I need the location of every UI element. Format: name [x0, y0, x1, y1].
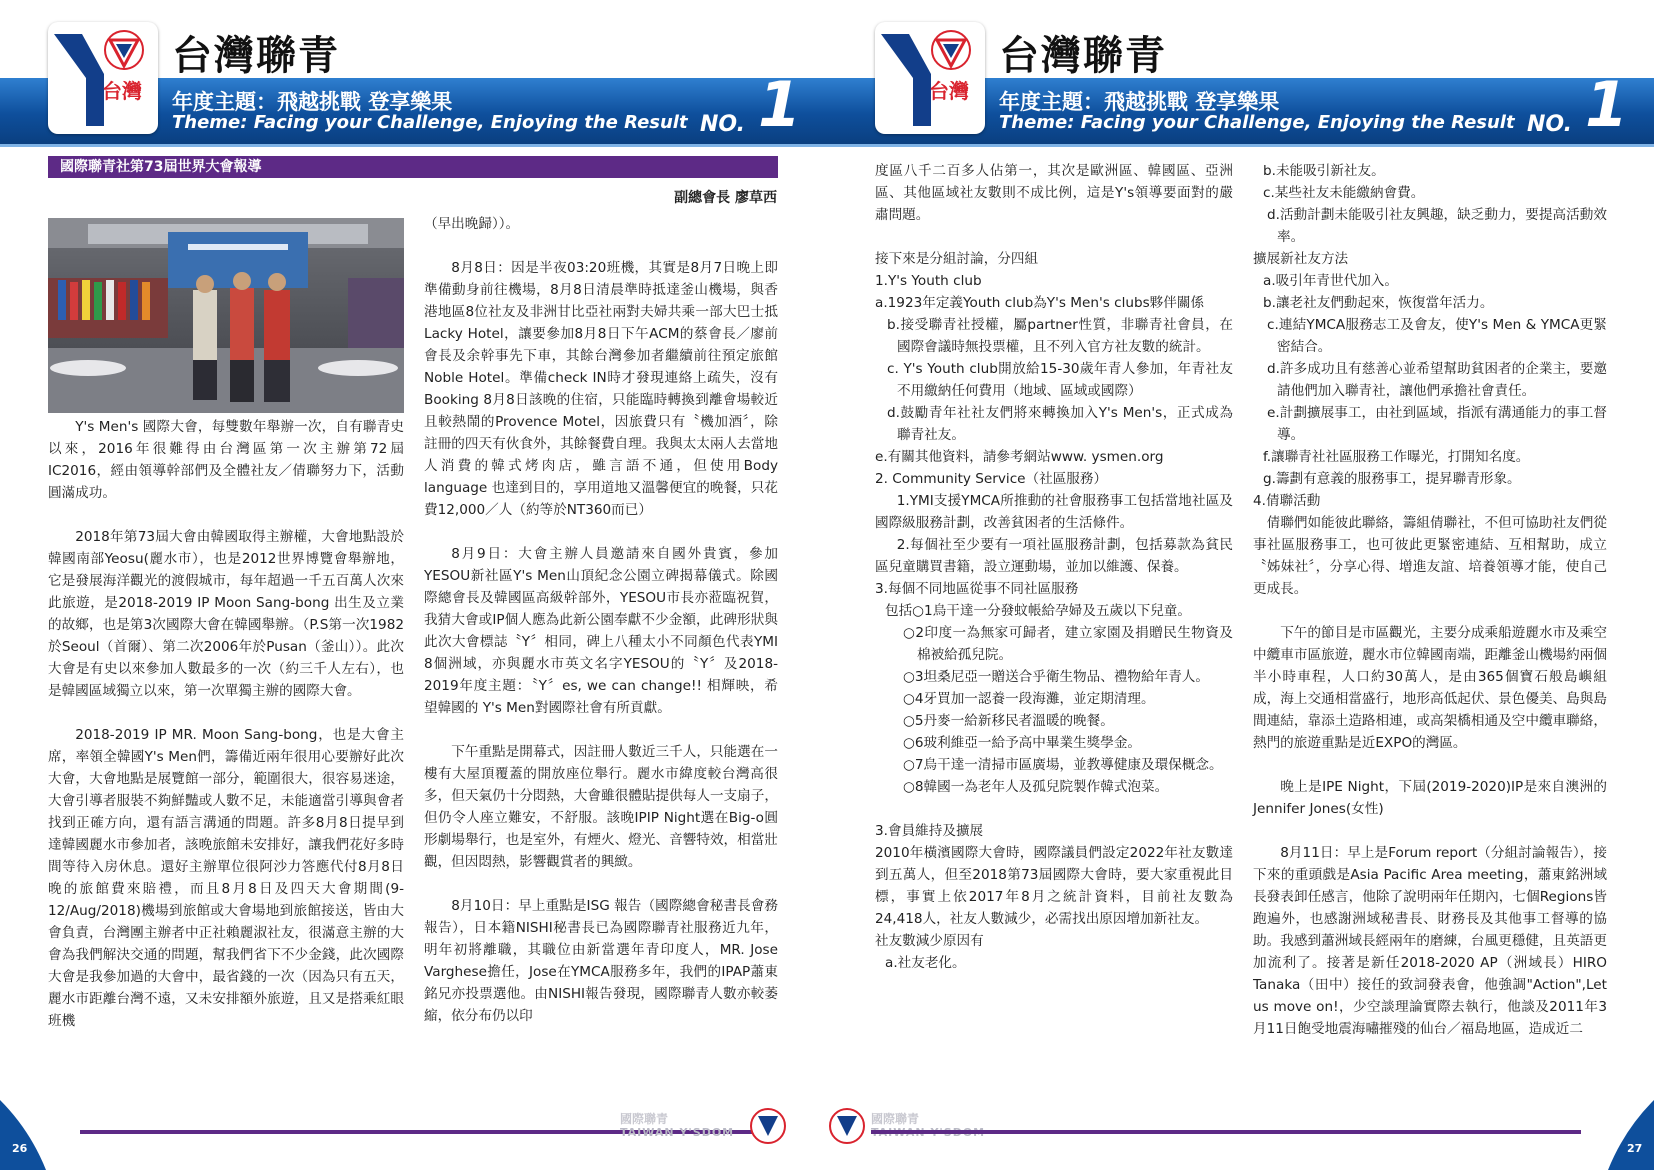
page-corner-curl — [1594, 1090, 1654, 1170]
paragraph: 2018-2019 IP MR. Moon Sang-bong，也是大會主席，率領全韓國Y's Men們，籌備近兩年很用心要辦好此次大會，大會地點是展覽館一部分，範圍很大，很容易迷途，大會引導者服裝不夠鮮豔或人數不足，未能適當引導與會者找到正確方向，還有語言溝通的問題。許多8月8日提早到達韓國麗水市參加者，該晚旅館未安排好，讓我們花好多時間等待入房休息。還好主辦單位很阿沙力答應代付8月8日晚的旅館費來賠禮，而且8月8日及四天大會期間(9-12/Aug/2018)機場到旅館或大會場地到旅館接送，皆由大會負責，台灣團主辦者中正社賴麗淑社友，很滿意主辦的大會為我們解決交通的問題，幫我們省下不少金錢，此次國際大會是我參加過的大會中，最省錢的一次（因為只有五天，麗水市距離台灣不遠，又未安排額外旅遊，且又是搭乘紅眼班機 — [48, 727, 404, 1029]
theme-zh: 年度主題：飛越挑戰 登享樂果 — [999, 90, 1280, 114]
left-column-2 — [424, 213, 778, 1027]
theme-en: Theme: Facing your Challenge, Enjoying the Result — [999, 112, 1515, 133]
issue-number: 1 — [1585, 68, 1629, 141]
paragraph: 8月8日：因是半夜03:20班機，其實是8月7日晚上即準備動身前往機場，8月8日清晨準時抵達釜山機場，與香港地區8位社友及非洲甘比亞社兩對夫婦共乘一部大巴士抵Lacky Hotel，讓要參加8月8日下午ACM的蔡會長／廖前會長及余幹事先下車，其餘台灣參加者繼續前往預定旅館Noble Hotel。準備check IN時才發現連絡上疏失，沒有Booking 8月8日該晚的住宿，只能臨時轉換到離會場較近且較熱鬧的Provence Motel，因旅費只有〝機加酒〞，除註冊的四天有伙食外，其餘餐費自理。我與太太兩人去當地人消費的韓式烤肉店，雖言語不通，但使用Body language 也達到目的，享用道地又溫馨便宜的晚餐，只花費12,000／人（約等於NT360而已） — [424, 260, 778, 518]
right-column-1: 度區八千二百多人佔第一，其次是歐洲區、韓國區、亞洲區、其他區域社友數則不成比例，這是Y's領導要面對的嚴肅問題。 接下來是分組討論，分四組 1.Y's Youth club a.1923年定義Youth club為Y's Men's clubs夥伴關係 b.接受聯青社授權，屬partner性質，非聯青社會員，在國際會議時無投票權，且不列入官方社友數的統計。 c. Y's Youth club開放給15-30歲年青人參加，年青社友不用繳納任何費用（地域、區域或國際） d.鼓勵青年社社友們將來轉換加入Y's Men's，正式成為聯青社友。 e.有關其他資料，請參考網站www. ysmen.org 2. Community Service（社區服務） 1.YMI支援YMCA所推動的社會服務事工包括當地社區及國際級服務計劃，改善貧困者的生活條件。 2.每個社至少要有一項社區服務計劃，包括募款為貧民區兒童購買書籍，設立運動場，並加以維護、保養。 3.每個不同地區從事不同社區服務 包括○1烏干達一分發蚊帳給孕婦及五歲以下兒童。 ○2印度一為無家可歸者，建立家園及捐贈民生物資及棉被給孤兒院。 ○3坦桑尼亞一贈送合乎衛生物品、禮物給年青人。 ○4牙買加一認養一段海灘，並定期清理。 ○5丹麥一給新移民者溫暖的晚餐。 ○6玻利維亞一給予高中畢業生獎學金。 ○7烏干達一清掃市區廣場，並教導健康及環保概念。 ○8韓國一為老年人及孤兒院製作韓式泡菜。 3.會員維持及擴展 2010年橫濱國際大會時，國際議員們設定2022年社友數達到五萬人，但至2018第73屆國際大會時，要大家重視此目標，事實上依2017年8月之統計資料，目前社友數為24,418人，社友人數減少，必需找出原因增加新社友。 社友數減少原因有 a.社友老化。 — [875, 160, 1233, 974]
theme-en: Theme: Facing your Challenge, Enjoying the Result — [172, 112, 688, 133]
article-title: 國際聯青社第73屆世界大會報導 — [48, 156, 778, 178]
paragraph: （早出晚歸））。 — [424, 216, 520, 232]
article-author: 副總會長 廖草西 — [674, 190, 777, 206]
paragraph: 8月9日：大會主辦人員邀請來自國外貴賓，參加YESOU新社區Y's Men山頂紀念公園立碑揭幕儀式。除國際總會長及韓國區高級幹部外，YESOU市長亦蒞臨祝賀，我猜大會或IP個人應為此新公園奉獻不少金額，此碑形狀與此次大會標誌〝Y〞相同，碑上八種太小不同顏色代表YMI 8個洲域，亦與麗水市英文名字YESOU的〝Y〞及2018-2019年度主題：〝Y〞es, we can change!! 相輝映，希望韓國的 Y's Men對國際社會有所貢獻。 — [424, 546, 778, 716]
issue-number: 1 — [758, 68, 802, 141]
magazine-title: 台灣聯青 — [172, 32, 340, 79]
page-corner-curl — [0, 1090, 60, 1170]
issue-label: NO. — [700, 112, 745, 137]
paragraph: 2018年第73屆大會由韓國取得主辦權，大會地點設於韓國南部Yeosu(麗水市），也是2012世界博覽會舉辦地，它是發展海洋觀光的渡假城市，每年超過一千五百萬人次來此旅遊，是2018-2019 IP Moon Sang-bong 出生及立業的故鄉，也是第3次國際大會在韓國舉辦。（P.S第一次1982於Seoul（首爾）、第二次2006年於Pusan（釜山））。此次大會是有史以來參加人數最多的一次（約三千人左右），也是韓國區域獨立以來，第一次單獨主辦的國際大會。 — [48, 529, 404, 699]
paragraph: 8月10日：早上重點是ISG 報告（國際總會秘書長會務報告），日本籍NISHI秘書長已為國際聯青社服務近九年，明年初將離職，其職位由新當選年青印度人，MR. Jose Varghese擔任，Jose在YMCA服務多年，我們的IPAP蕭東銘兄亦投票選他。由NISHI報告發現，國際聯青人數亦較萎縮，依分布仍以印 — [424, 898, 778, 1024]
footer-brand: 國際聯青 TAIWAN Y'SDOM — [620, 1112, 735, 1139]
issue-label: NO. — [1527, 112, 1572, 137]
left-column-1 — [48, 416, 404, 1032]
paragraph: 下午重點是開幕式，因註冊人數近三千人，只能選在一樓有大屋頂覆蓋的開放座位舉行。麗水市緯度較台灣高很多，但天氣仍十分悶熱，大會雖很體貼提供每人一支扇子，但仍令人座立難安，不舒服。該晚IPIP Night選在Big-o圓形劇場舉行，也是室外，有煙火、燈光、音響特效，相當壯觀，但因悶熱，影響觀賞者的興緻。 — [424, 744, 778, 870]
magazine-title: 台灣聯青 — [999, 32, 1167, 79]
right-column-2: b.未能吸引新社友。 c.某些社友未能繳納會費。 d.活動計劃未能吸引社友興趣，缺乏動力，要提高活動效率。 擴展新社友方法 a.吸引年青世代加入。 b.讓老社友們動起來，恢復當年活力。 c.連結YMCA服務志工及會友，使Y's Men & YMCA更緊密結合。 d.許多成功且有慈善心並希望幫助貧困者的企業主，要邀請他們加入聯青社，讓他們承擔社會責任。 e.計劃擴展事工，由社到區域，指派有溝通能力的事工督導。 f.讓聯青社社區服務工作曝光，打開知名度。 g.籌劃有意義的服務事工，提昇聯青形象。 4.倩聯活動 倩聯們如能彼此聯絡，籌組倩聯社，不但可協助社友們從事社區服務事工，也可彼此更緊密連結、互相幫助，成立〝姊妹社〞，分享心得、增進友誼、培養領導才能，使自己更成長。 下午的節目是市區觀光，主要分成乘船遊麗水市及乘空中纜車市區旅遊，麗水市位韓國南端，距離釜山機場約兩個半小時車程，人口約30萬人，是由365個寶石般島嶼組成，海上交通相當盛行，地形高低起伏、景色優美、島與島間連結，靠添土造路相連，或高架橋相通及空中纜車聯絡，熱門的旅遊重點是近EXPO的灣區。 晚上是IPE Night，下屆(2019-2020)IP是來自澳洲的Jennifer Jones(女性) 8月11日：早上是Forum report（分組討論報告），接下來的重頭戲是Asia Pacific Area meeting，蕭東銘洲域長發表卸任感言，他除了說明兩年任期內，七個Regions皆跑遍外，也感謝洲域秘書長、財務長及其他事工督導的協助。我感到蕭洲域長經兩年的磨練，台風更穩健，且英語更加流利了。接著是新任2018-2020 AP（洲域長）HIRO Tanaka（田中）接任的致詞發表會，他強調"Action",Let us move on!，少空談理論實際去執行，他談及2011年3月11日飽受地震海嘯摧殘的仙台／福島地區，造成近二 — [1253, 163, 1607, 1037]
svg-text:台灣: 台灣 — [102, 79, 142, 103]
theme-zh: 年度主題：飛越挑戰 登享樂果 — [172, 90, 453, 114]
footer-logo-icon — [827, 1106, 867, 1146]
paragraph: 度區八千二百多人佔第一，其次是歐洲區、韓國區、亞洲區、其他區域社友數則不成比例，這是Y's領導要面對的嚴肅問題。 — [875, 163, 1233, 223]
footer-line — [871, 1130, 1581, 1134]
page-number: 26 — [12, 1142, 28, 1155]
page-number: 27 — [1627, 1142, 1643, 1155]
ys-men-logo — [48, 22, 158, 134]
paragraph: Y's Men's 國際大會，每雙數年舉辦一次，自有聯青史以來，2016年很難得由台灣區第一次主辦第72屆IC2016，經由領導幹部們及全體社友／倩聯努力下，活動圓滿成功。 — [48, 419, 404, 501]
right-page — [827, 0, 1654, 1170]
footer-brand: 國際聯青 — [871, 1112, 920, 1126]
convention-photo — [48, 218, 404, 413]
ys-men-logo — [875, 22, 985, 134]
svg-text:台灣: 台灣 — [929, 79, 969, 103]
footer-logo-icon — [748, 1106, 788, 1146]
